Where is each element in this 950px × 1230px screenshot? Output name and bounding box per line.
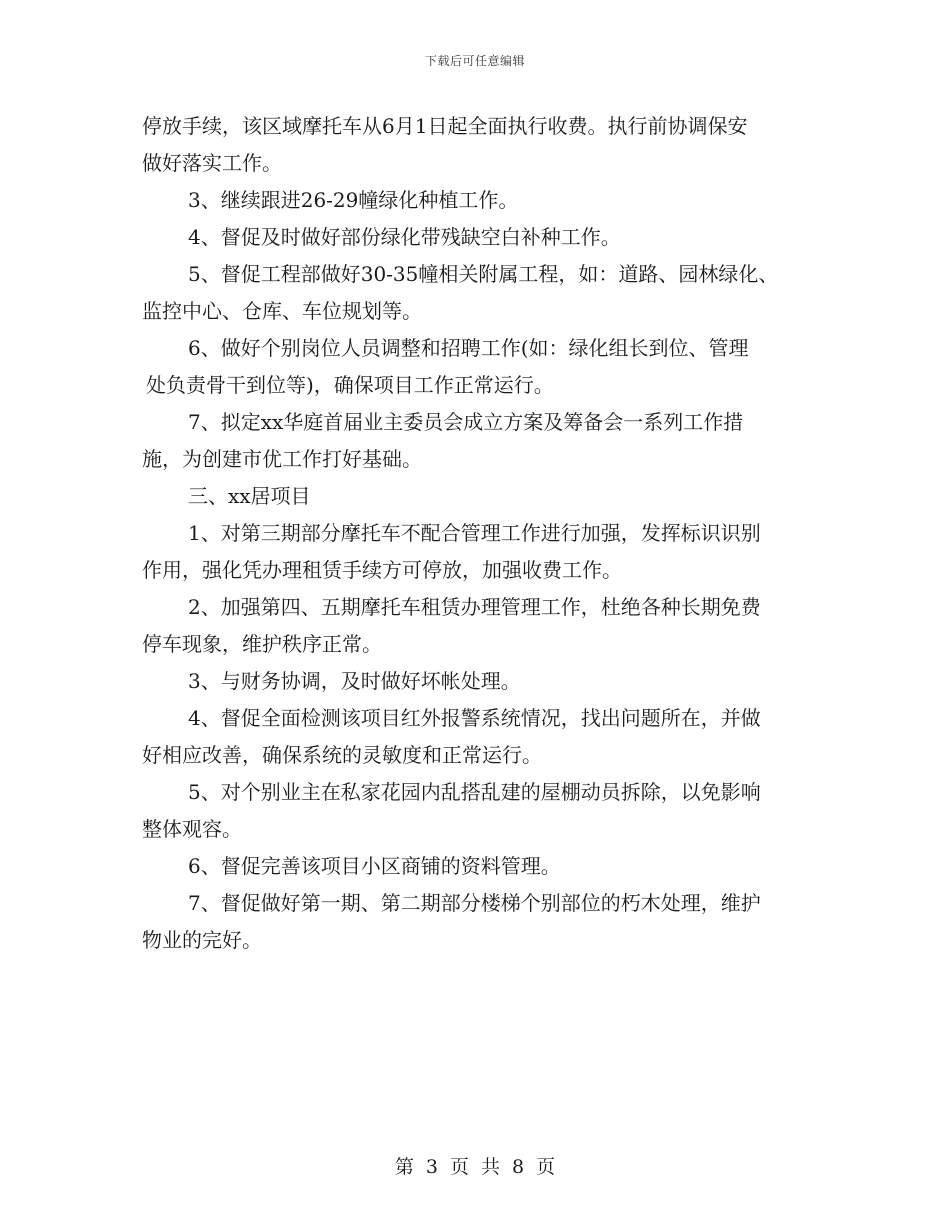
text-line: 6、督促完善该项目小区商铺的资料管理。: [188, 854, 561, 878]
paragraph: [142, 404, 818, 478]
text-line: 7、督促做好第一期、第二期部分楼梯个别部位的朽木处理，维护: [188, 891, 761, 915]
paragraph: [142, 182, 818, 219]
text-line: 5、督促工程部做好30-35幢相关附属工程，如：道路、园林绿化、: [188, 262, 779, 286]
text-line: 停车现象，维护秩序正常。: [142, 632, 382, 656]
paragraph: [142, 256, 818, 330]
text-line: 4、督促及时做好部份绿化带残缺空白补种工作。: [188, 225, 621, 249]
paragraph: [142, 774, 818, 848]
text-line: 三、xx居项目: [188, 484, 311, 508]
text-line: 处负责骨干到位等)，确保项目工作正常运行。: [146, 373, 554, 397]
text-line: 监控中心、仓库、车位规划等。: [142, 299, 422, 323]
text-line: 施，为创建市优工作打好基础。: [142, 447, 422, 471]
text-line: 4、督促全面检测该项目红外报警系统情况，找出问题所在，并做: [188, 706, 761, 730]
paragraph: [142, 515, 818, 589]
text-line: 好相应改善，确保系统的灵敏度和正常运行。: [142, 743, 542, 767]
text-line: 物业的完好。: [142, 928, 262, 952]
text-line: 1、对第三期部分摩托车不配合管理工作进行加强，发挥标识识别: [188, 521, 761, 545]
text-line: 整体观容。: [142, 817, 242, 841]
paragraph: [142, 700, 818, 774]
document-body: [142, 108, 818, 959]
text-line: 7、拟定xx华庭首届业主委员会成立方案及筹备会一系列工作措: [188, 410, 744, 434]
text-line: 停放手续，该区域摩托车从6月1日起全面执行收费。执行前协调保安: [142, 114, 748, 138]
text-line: 3、继续跟进26-29幢绿化种植工作。: [188, 188, 519, 212]
paragraph: [142, 330, 818, 404]
paragraph: [142, 663, 818, 700]
paragraph: [142, 108, 818, 182]
text-line: 6、做好个别岗位人员调整和招聘工作(如：绿化组长到位、管理: [188, 336, 749, 360]
section-heading: [142, 478, 818, 515]
page-header: 下载后可任意编辑: [424, 54, 525, 68]
paragraph: [142, 589, 818, 663]
text-line: 2、加强第四、五期摩托车租赁办理管理工作，杜绝各种长期免费: [188, 595, 761, 619]
page-number-footer: 第 3 页 共 8 页: [394, 1156, 556, 1178]
text-line: 3、与财务协调，及时做好坏帐处理。: [188, 669, 521, 693]
text-line: 作用，强化凭办理租赁手续方可停放，加强收费工作。: [142, 558, 622, 582]
paragraph: [142, 219, 818, 256]
paragraph: [142, 848, 818, 885]
text-line: 做好落实工作。: [142, 151, 282, 175]
paragraph: [142, 885, 818, 959]
text-line: 5、对个别业主在私家花园内乱搭乱建的屋棚动员拆除，以免影响: [188, 780, 761, 804]
